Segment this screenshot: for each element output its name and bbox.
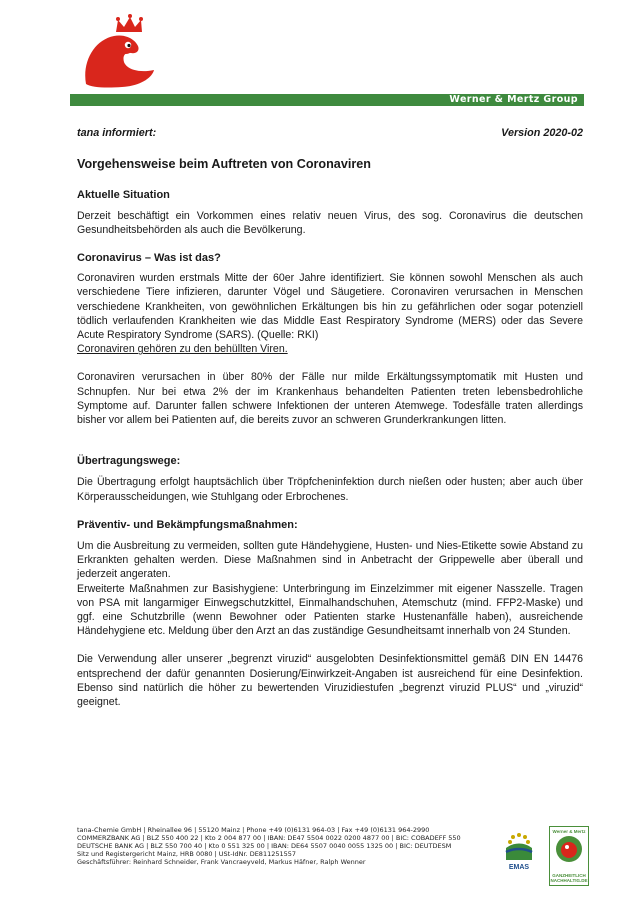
heading-transmission: Übertragungswege: <box>77 455 181 468</box>
paragraph-transmission: Die Übertragung erfolgt hauptsächlich über Tröpfcheninfektion durch nießen oder husten; aber auch über Körperausscheidungen, wie Stuhlgang oder Erbrochenes. <box>77 476 583 503</box>
frog-logo-icon <box>80 10 160 90</box>
paragraph-corona-2: Coronaviren verursachen in über 80% der Fälle nur milde Erkältungssymptomatik mit Husten und Schnupfen. Nur bei etwa 2% der im Krankenhaus behandelten Patienten treten lebensbedrohliche Symptome auf. Darunter fallen schwere Infektionen der unteren Atemwege. Todesfälle traten allerdings bisher vor allem bei Patienten auf, die bereits zuvor an schweren Grunderkrankungen litten. <box>77 371 583 427</box>
footer <box>77 826 497 866</box>
brand-bar <box>70 94 584 106</box>
werner-mertz-badge <box>549 826 589 886</box>
emas-stars-icon <box>496 826 542 862</box>
paragraph-corona-underline: Coronaviren gehören zu den behüllten Viren. <box>77 343 288 356</box>
paragraph-prevention-1: Um die Ausbreitung zu vermeiden, sollten gute Händehygiene, Husten- und Nies-Etikette sowie Abstand zu Erkrankten gehalten werden. Diese Maßnahmen sind in Anbetracht der Grippewelle aber überall und jederzeit angeraten. <box>77 540 583 581</box>
wm-badge-slogan: GANZHEITLICH NACHHALTIG.DE <box>550 873 588 883</box>
footer-line: COMMERZBANK AG | BLZ 550 400 22 | Kto 2 004 877 00 | IBAN: DE47 5504 0022 0200 4877 00 | BIC: COBADEFF 550 <box>77 834 461 842</box>
emas-label: EMAS <box>508 864 530 871</box>
document-body <box>77 126 583 709</box>
paragraph-prevention-2: Erweiterte Maßnahmen zur Basishygiene: Unterbringung im Einzelzimmer mit eigener Nasszelle. Tragen von PSA mit langarmiger Einwegschutzkittel, Einmalhandschuhen, Atemschutz (mind. FFP2-Maske) und ggf. eine Schutzbrille (wenn Bewohner oder Patienten starke Hustenanfälle haben), ausreichende Händehygiene etc. Meldung über den Arzt an das zuständige Gesundheitsamt innerhalb von 24 Stunden. <box>77 582 583 638</box>
footer-line: Geschäftsführer: Reinhard Schneider, Frank Vancraeyveld, Markus Häfner, Ralph Wenner <box>77 858 366 866</box>
header-left: tana informiert: <box>77 127 157 139</box>
heading-corona: Coronavirus – Was ist das? <box>77 252 221 265</box>
footer-line: DEUTSCHE BANK AG | BLZ 550 700 40 | Kto 0 551 325 00 | IBAN: DE64 5507 0040 0055 1325 00 | BIC: DEUTDESM <box>77 842 452 850</box>
emas-badge <box>496 826 542 882</box>
wm-badge-title: Werner & Mertz <box>552 829 586 834</box>
paragraph-corona-1: Coronaviren wurden erstmals Mitte der 60er Jahre identifiziert. Sie können sowohl Menschen als auch verschiedene Tiere infizieren, darunter Vögel und Säugetiere. Coronaviren verursachen in Menschen verschiedene Krankheiten, von gewöhnlichen Erkältungen bis hin zu gefährlichen oder sogar potenziell tödlich verlaufenden Krankheiten wie das Middle East Respiratory Syndrome (MERS) oder das Severe Acute Respiratory Syndrome (SARS). (Quelle: RKI) <box>77 272 583 342</box>
footer-line: Sitz und Registergericht Mainz, HRB 0080 | USt-IdNr. DE811251557 <box>77 850 297 858</box>
heading-situation: Aktuelle Situation <box>77 189 170 202</box>
document-header <box>77 126 583 140</box>
heading-prevention: Präventiv- und Bekämpfungsmaßnahmen: <box>77 518 298 531</box>
paragraph-situation: Derzeit beschäftigt ein Vorkommen eines relativ neuen Virus, des sog. Coronavirus die deutschen Gesundheitsbehörden als auch die Bevölkerung. <box>77 209 583 236</box>
paragraph-prevention-3: Die Verwendung aller unserer „begrenzt viruzid“ ausgelobten Desinfektionsmittel gemäß DIN EN 14476 entsprechend der dafür genannten Dosierung/Einwirkzeit-Angaben ist ausreichend für eine Desinfektion. Ebenso sind natürlich die höher zu bewertenden Viruzidiestufen „begrenzt viruzid PLUS“ und „viruzid“ geeignet. <box>77 653 583 709</box>
group-name: Werner & Mertz Group <box>449 94 578 105</box>
document-title: Vorgehensweise beim Auftreten von Coronaviren <box>77 157 371 172</box>
version-label: Version 2020-02 <box>501 127 583 139</box>
frog-badge-icon <box>550 834 588 864</box>
footer-line: tana-Chemie GmbH | Rheinallee 96 | 55120 Mainz | Phone +49 (0)6131 964-03 | Fax +49 (0)6131 964-2990 <box>77 826 430 834</box>
